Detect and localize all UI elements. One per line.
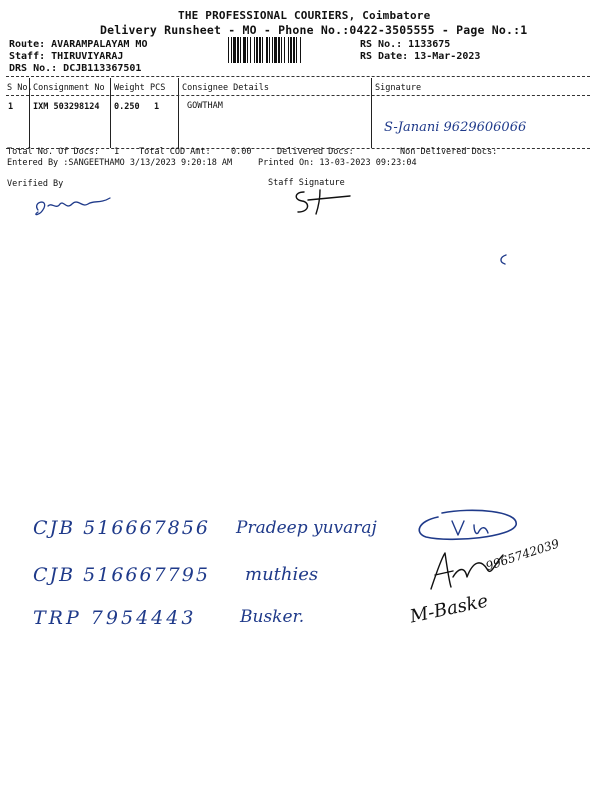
row-weight: 0.250 [114,102,140,112]
barcode-bar [272,37,273,63]
verified-signature [30,190,130,222]
row-pcs: 1 [154,102,160,112]
col-header-consignment: Consignment No [33,83,105,93]
rs-number: RS No.: 1133675 [360,39,451,50]
cod-label: Total COD Amt: [139,147,211,157]
ink-mark [496,252,512,268]
handwritten-code-2: CJB 516667795 [33,564,210,586]
barcode-bar [256,37,258,63]
table-top-rule [6,76,590,77]
row-signature-handwritten: S-Janani 9629606066 [384,120,527,135]
barcode-bar [228,37,229,63]
staff-signature-label: Staff Signature [268,178,345,188]
handwritten-name-2: muthies [245,564,319,585]
barcode-bar [247,37,248,63]
col-header-consignee: Consignee Details [182,83,269,93]
barcode-bar [259,37,261,63]
non-delivered-docs-label: Non Delivered Docs: [400,147,498,157]
col-divider [371,78,372,148]
staff-label: Staff: THIRUVIYARAJ [9,51,124,62]
col-header-pcs: PCS [150,83,166,93]
col-header-sno: S No. [7,83,33,93]
barcode-bar [300,37,301,63]
barcode-bar [254,37,255,63]
handwritten-code-3: TRP 7954443 [33,607,197,629]
barcode-bar [233,37,236,63]
barcode-bar [290,37,292,63]
barcode-bar [240,37,241,63]
barcode-bar [288,37,289,63]
barcode-bar [250,37,251,63]
barcode-bar [262,37,263,63]
barcode-bar [284,37,285,63]
route-label: Route: AVARAMPALAYAM MO [9,39,148,50]
table-header-rule [6,95,590,96]
printed-on: Printed On: 13-03-2023 09:23:04 [258,158,417,168]
verified-by-label: Verified By [7,179,64,189]
barcode-bar [278,37,280,63]
drs-number: DRS No.: DCJB113367501 [9,63,142,74]
handwritten-code-1: CJB 516667856 [33,517,210,539]
entered-by: Entered By :SANGEETHAMO 3/13/2023 9:20:18 AM [7,158,233,168]
handwritten-name-3: Busker. [240,607,305,627]
barcode [228,37,352,63]
barcode-bar [231,37,232,63]
rs-date: RS Date: 13-Mar-2023 [360,51,481,62]
col-header-signature: Signature [375,83,422,93]
row-consignee: GOWTHAM [187,101,223,111]
col-divider [110,78,111,148]
runsheet-title: Delivery Runsheet - MO - Phone No.:0422-3505555 - Page No.:1 [100,23,528,37]
barcode-bar [293,37,295,63]
cod-amount: 0.00 [231,147,252,157]
barcode-bar [237,37,239,63]
barcode-bar [274,37,277,63]
row-sno: 1 [8,102,14,112]
barcode-bar [281,37,282,63]
total-docs: 1 [114,147,120,157]
barcode-bar [296,37,297,63]
col-header-weight: Weight [114,83,145,93]
handwritten-name-1: Pradeep yuvaraj [236,518,377,538]
barcode-bar [243,37,246,63]
ellipse-signature [412,505,522,547]
staff-signature [290,186,360,216]
col-divider [178,78,179,148]
barcode-bar [269,37,270,63]
delivered-docs-label: Delivered Docs: [277,147,354,157]
row-consignment: IXM 503298124 [33,102,100,112]
side-number: 9965742039 [484,536,561,574]
barcode-bar [266,37,268,63]
total-docs-label: Total No. Of Docs: [7,147,100,157]
company-title: THE PROFESSIONAL COURIERS, Coimbatore [178,9,431,22]
side-signature: M-Baske [408,590,490,628]
